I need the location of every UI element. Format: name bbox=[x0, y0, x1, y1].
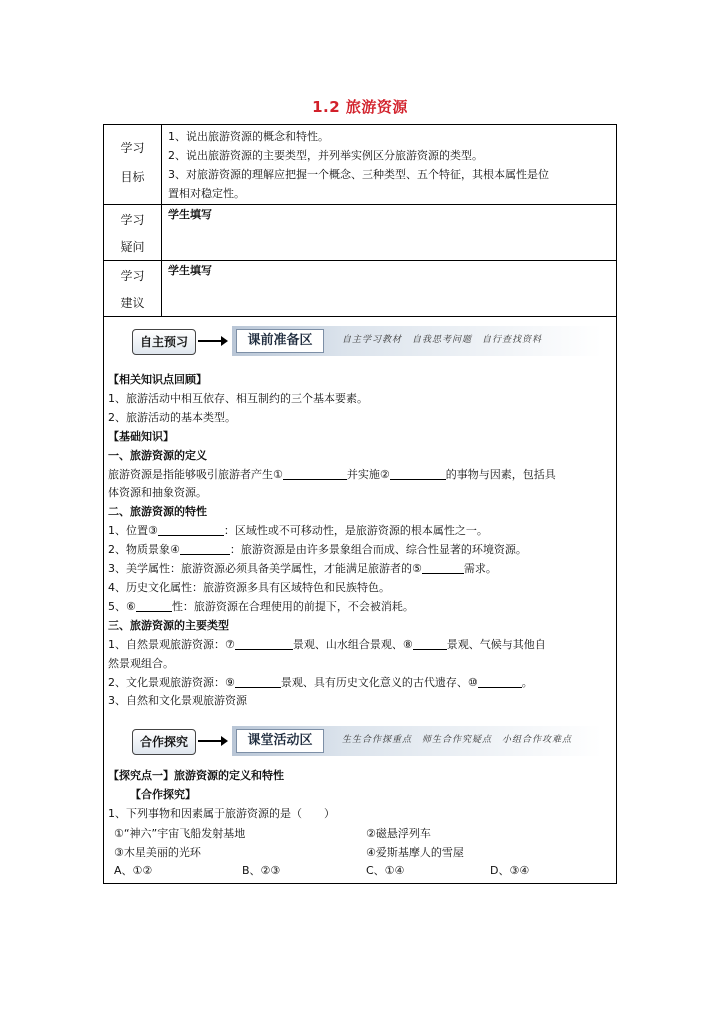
page-title: 1.2 旅游资源 bbox=[312, 98, 408, 116]
banner-label: 课前准备区 bbox=[236, 329, 324, 353]
choice-c[interactable]: C、①④ bbox=[366, 864, 405, 877]
blank-7[interactable] bbox=[235, 637, 293, 650]
list-item: 2、文化景观旅游资源：⑨ 景观、具有历史文化意义的古代遗存、⑩ 。 bbox=[108, 675, 533, 689]
list-item: 5、⑥ 性：旅游资源在合理使用的前提下，不会被消耗。 bbox=[108, 599, 414, 613]
option-1: ①“神六”宇宙飞船发射基地 bbox=[114, 827, 246, 840]
option-3: ③木星美丽的光环 bbox=[114, 846, 201, 859]
advice-value: 学生填写 bbox=[168, 264, 212, 277]
option-2: ②磁悬浮列车 bbox=[366, 827, 431, 840]
section-heading: 三、旅游资源的主要类型 bbox=[108, 618, 229, 632]
banner-box: 自主预习 bbox=[132, 329, 196, 355]
section-heading: 二、旅游资源的特性 bbox=[108, 505, 207, 519]
list-item: 2、物质景象④ ：旅游资源是由许多景象组合而成、综合性显著的环境资源。 bbox=[108, 543, 527, 557]
advice-label: 学习 建议 bbox=[104, 261, 162, 316]
question: 1、下列事物和因素属于旅游资源的是（ ） bbox=[108, 806, 335, 820]
list-item: 3、自然和文化景观旅游资源 bbox=[108, 694, 247, 708]
option-4: ④爱斯基摩人的雪屋 bbox=[366, 846, 464, 859]
choice-b[interactable]: B、②③ bbox=[242, 864, 281, 877]
blank-6[interactable] bbox=[136, 599, 172, 612]
blank-9[interactable] bbox=[235, 675, 281, 688]
arrow-icon bbox=[198, 740, 226, 742]
banner-label: 课堂活动区 bbox=[236, 729, 324, 753]
question-row bbox=[104, 205, 616, 261]
choice-a[interactable]: A、①② bbox=[114, 864, 153, 877]
arrow-icon bbox=[198, 340, 226, 342]
blank-2[interactable] bbox=[390, 467, 446, 480]
list-item: 2、旅游活动的基本类型。 bbox=[108, 410, 236, 424]
banner-motto: 自主学习教材 自我思考问题 自行查找资料 bbox=[342, 335, 543, 345]
goal-line: 2、说出旅游资源的主要类型，并列举实例区分旅游资源的类型。 bbox=[168, 149, 483, 162]
preview-section: 【相关知识点回顾】 1、旅游活动中相互依存、相互制约的三个基本要素。 2、旅游活动的基本类型。 【基础知识】 一、旅游资源的定义 旅游资源是指能够吸引旅游者产生① 并实施② 的事物与因素，包括具 体资源和抽象资源。 二、旅游资源的特性 1、位置③ ：区域性或不可移动性，是旅游资源的根本属性之一。 2、物质景象④ ：旅游资源是由许多景象组合而成、综合性显著的环境资源。 3、美学属性：旅游资源必须具备美学属性，才能满足旅游者的⑤ 需求。 4、历史文化属性：旅游资源多具有区域特色和民族特色。 5、⑥ 性：旅游资源在合理使用的前提下，不会被消耗。 三、旅游资源的主要类型 1、自然景观旅游资源：⑦ 景观、山水组合景观、⑧ 景观、气候与其他自 然景观组合。 2、文化景观旅游资源：⑨ 景观、具有历史文化意义的古代遗存、⑩ 。 3、自然和文化景观旅游资源 bbox=[108, 371, 612, 711]
blank-1[interactable] bbox=[283, 467, 347, 480]
blank-8[interactable] bbox=[413, 637, 447, 650]
explore-heading: 【探究点一】旅游资源的定义和特性 bbox=[108, 769, 284, 782]
goal-line: 1、说出旅游资源的概念和特性。 bbox=[168, 130, 329, 143]
goals-row bbox=[104, 125, 616, 205]
list-item: 3、美学属性：旅游资源必须具备美学属性，才能满足旅游者的⑤ 需求。 bbox=[108, 562, 497, 576]
goal-line: 置相对稳定性。 bbox=[168, 187, 245, 200]
list-item: 4、历史文化属性：旅游资源多具有区域特色和民族特色。 bbox=[108, 580, 390, 594]
goal-line: 3、对旅游资源的理解应把握一个概念、三种类型、五个特征，其根本属性是位 bbox=[168, 168, 549, 181]
section-heading: 一、旅游资源的定义 bbox=[108, 448, 207, 462]
list-item: 1、自然景观旅游资源：⑦ 景观、山水组合景观、⑧ 景观、气候与其他自 bbox=[108, 637, 546, 651]
question-value: 学生填写 bbox=[168, 208, 212, 221]
goals-content bbox=[168, 127, 610, 203]
explore-section bbox=[108, 767, 612, 824]
banner-box: 合作探究 bbox=[132, 729, 196, 755]
blank-10[interactable] bbox=[478, 675, 522, 688]
basics-heading: 【基础知识】 bbox=[108, 429, 174, 443]
blank-5[interactable] bbox=[422, 561, 464, 574]
advice-row bbox=[104, 261, 616, 317]
goals-label: 学习 目标 bbox=[104, 125, 162, 204]
blank-3[interactable] bbox=[158, 523, 224, 536]
explore-subheading: 【合作探究】 bbox=[130, 787, 196, 801]
choice-d[interactable]: D、③④ bbox=[490, 864, 530, 877]
preview-banner bbox=[132, 325, 602, 359]
class-activity-banner bbox=[132, 725, 602, 759]
review-heading: 【相关知识点回顾】 bbox=[108, 373, 207, 386]
banner-motto: 生生合作探重点 师生合作究疑点 小组合作攻难点 bbox=[342, 735, 573, 745]
list-item: 1、旅游活动中相互依存、相互制约的三个基本要素。 bbox=[108, 391, 368, 405]
definition-line: 旅游资源是指能够吸引旅游者产生① 并实施② 的事物与因素，包括具 bbox=[108, 467, 556, 481]
list-item: 1、位置③ ：区域性或不可移动性，是旅游资源的根本属性之一。 bbox=[108, 524, 488, 538]
blank-4[interactable] bbox=[180, 542, 230, 555]
worksheet-frame bbox=[103, 124, 617, 884]
question-label: 学习 疑问 bbox=[104, 205, 162, 260]
